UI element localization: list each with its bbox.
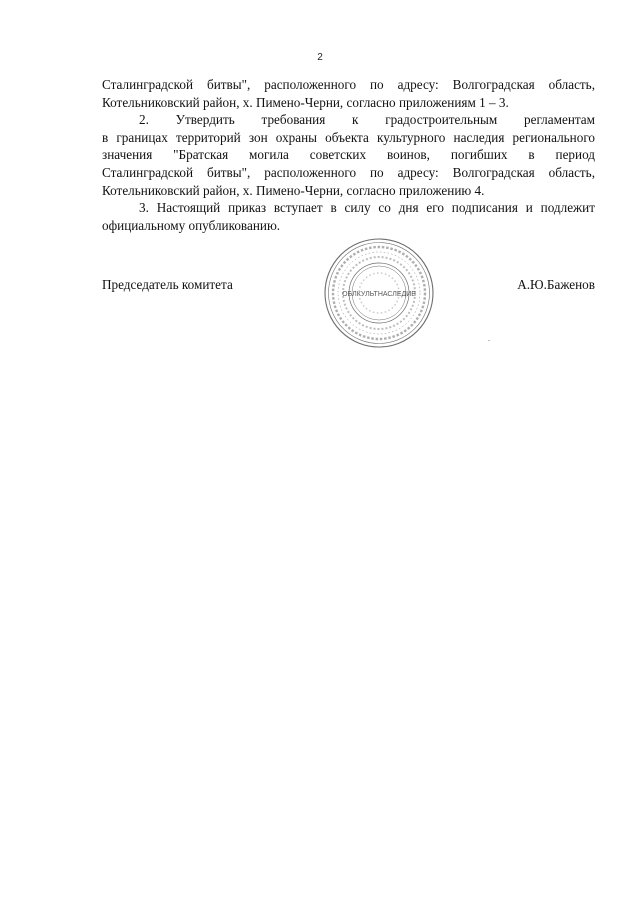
paragraph-3-line-2: официальному опубликованию.: [102, 217, 281, 233]
signatory-title: Председатель комитета: [102, 277, 233, 292]
paragraph-2-line-1: 2. Утвердить требования к градостроительным регламентам: [139, 112, 595, 128]
paragraph-2-line-3: значения "Братская могила советских воинов, погибших в период: [102, 147, 595, 163]
order-body-text: [102, 76, 595, 234]
seal-center-text: ОБЛКУЛЬТНАСЛЕДИЕ: [342, 291, 416, 298]
paragraph-2-line-4: Сталинградской битвы", расположенного по адресу: Волгоградская область,: [102, 164, 595, 180]
page-number: 2: [317, 52, 323, 63]
paragraph-2-line-2: в границах территорий зон охраны объекта культурного наследия регионального: [102, 129, 595, 145]
paragraph-1-line-2: Котельниковский район, х. Пимено-Черни, согласно приложениям 1 – 3.: [102, 94, 509, 110]
paragraph-1-line-1: Сталинградской битвы", расположенного по адресу: Волгоградская область,: [102, 77, 595, 92]
signatory-name: А.Ю.Баженов: [517, 277, 595, 292]
scan-speck: [488, 340, 490, 341]
paragraph-2-line-5: Котельниковский район, х. Пимено-Черни, согласно приложению 4.: [102, 182, 485, 198]
official-seal-stamp: [316, 235, 442, 351]
paragraph-3-line-1: 3. Настоящий приказ вступает в силу со дня его подписания и подлежит: [139, 200, 595, 216]
